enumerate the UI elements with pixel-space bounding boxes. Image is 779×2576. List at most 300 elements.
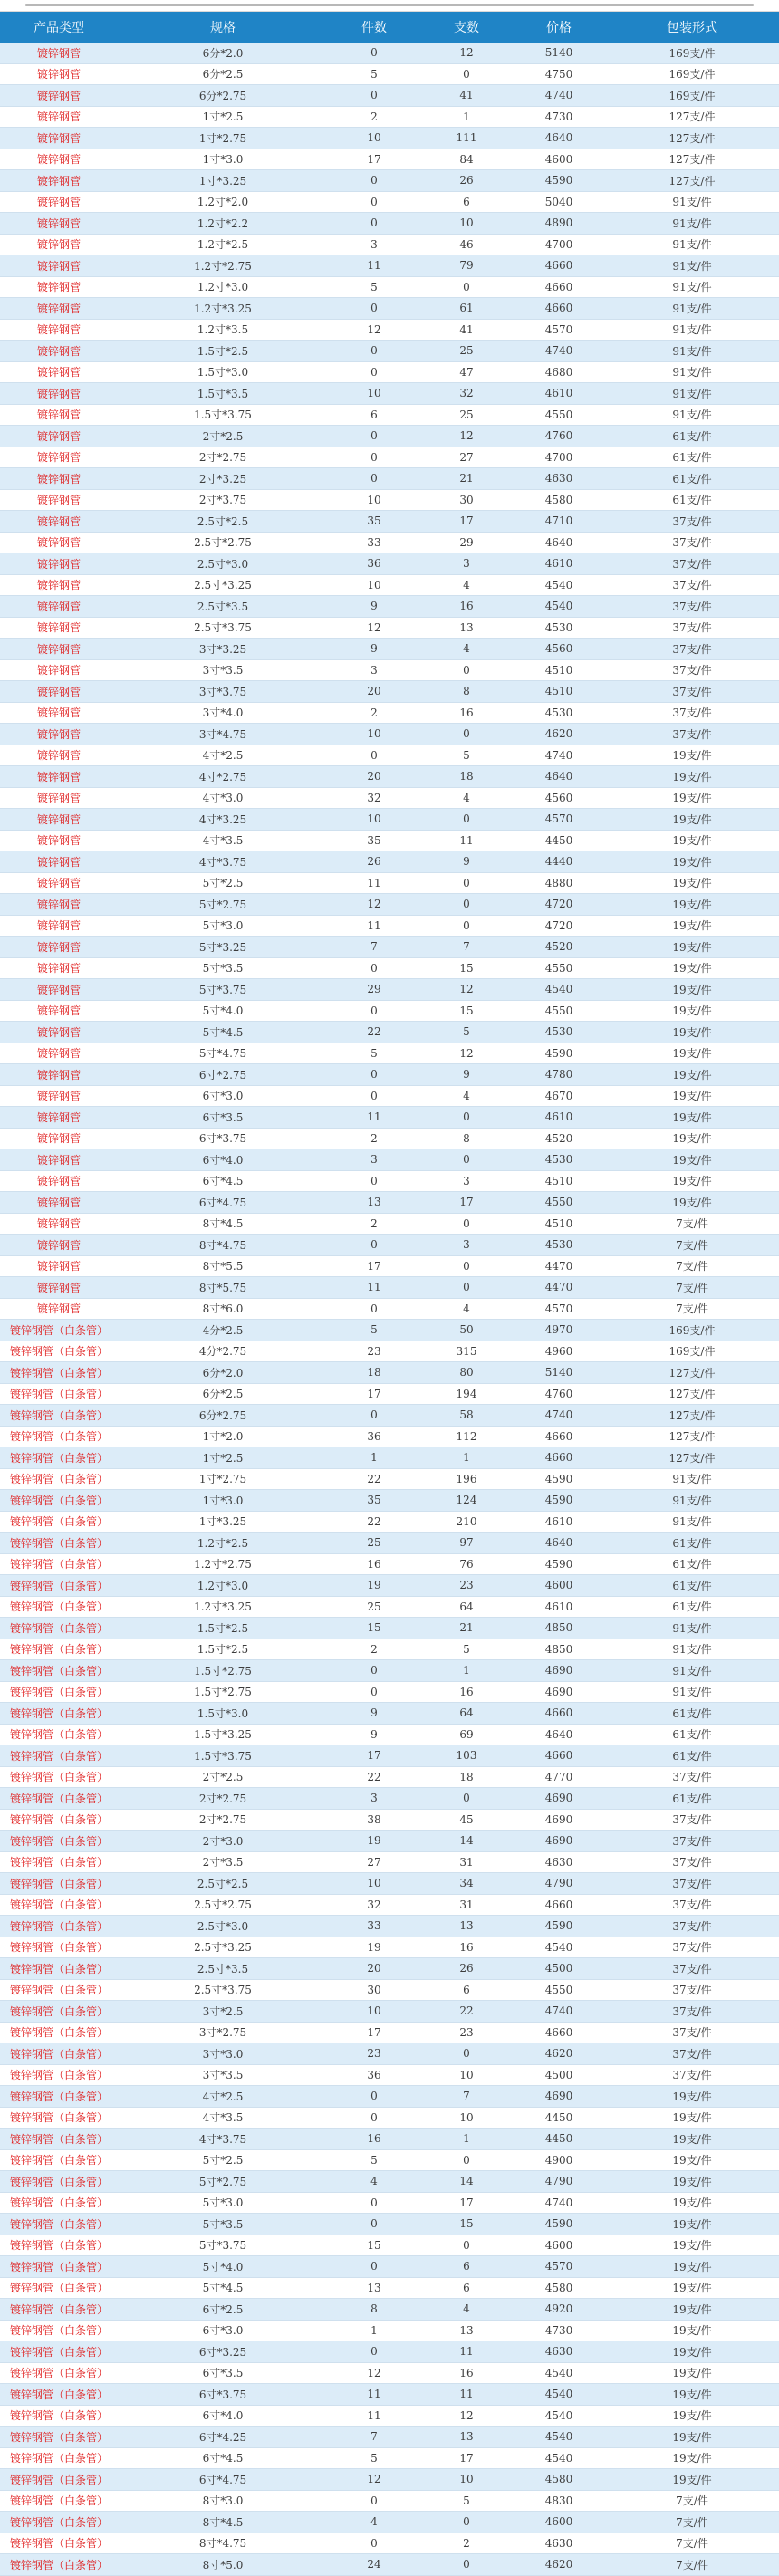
cell-count: 0	[463, 67, 470, 81]
cell-price: 4630	[544, 1855, 573, 1869]
cell-product-type: 镀锌钢管（白条管）	[9, 1451, 108, 1465]
cell-price: 4600	[544, 2515, 573, 2529]
cell-count: 11	[459, 833, 474, 847]
cell-packaging: 19支/件	[672, 855, 712, 869]
cell-product-type: 镀锌钢管	[36, 238, 81, 252]
cell-pieces: 22	[367, 1770, 381, 1783]
cell-price: 4640	[544, 535, 573, 549]
cell-packaging: 19支/件	[672, 2452, 712, 2465]
table-row	[0, 2363, 779, 2385]
cell-price: 4700	[544, 237, 573, 251]
cell-price: 4670	[544, 1089, 573, 1102]
cell-product-type: 镀锌钢管	[36, 153, 81, 167]
cell-pieces: 18	[367, 1366, 381, 1379]
cell-pieces: 0	[370, 344, 378, 358]
cell-product-type: 镀锌钢管	[36, 770, 81, 783]
cell-pieces: 0	[370, 1068, 378, 1081]
cell-spec: 3寸*3.5	[202, 2069, 244, 2082]
table-row	[0, 2043, 779, 2065]
table-row	[0, 1129, 779, 1150]
table-row	[0, 1597, 779, 1619]
table-row	[0, 362, 779, 384]
table-row	[0, 405, 779, 427]
cell-price: 4540	[544, 2366, 573, 2379]
cell-price: 4510	[544, 663, 573, 677]
cell-spec: 1.2寸*3.0	[197, 1579, 249, 1592]
cell-spec: 6寸*3.5	[202, 2367, 244, 2380]
cell-count: 47	[459, 365, 474, 379]
cell-count: 13	[459, 2430, 474, 2444]
cell-product-type: 镀锌钢管	[36, 898, 81, 911]
cell-pieces: 11	[367, 1110, 381, 1124]
cell-price: 4620	[544, 2558, 573, 2571]
table-row	[0, 1214, 779, 1235]
cell-count: 26	[459, 174, 474, 187]
cell-product-type: 镀锌钢管	[36, 1025, 81, 1039]
table-row	[0, 1745, 779, 1767]
table-row	[0, 2256, 779, 2278]
cell-product-type: 镀锌钢管（白条管）	[9, 1813, 108, 1827]
cell-count: 21	[459, 472, 474, 485]
table-row	[0, 2341, 779, 2363]
cell-product-type: 镀锌钢管（白条管）	[9, 1749, 108, 1763]
cell-spec: 4寸*3.75	[198, 2132, 247, 2146]
cell-spec: 5寸*3.75	[198, 2239, 247, 2253]
cell-packaging: 19支/件	[672, 1175, 712, 1188]
cell-price: 5040	[544, 195, 573, 208]
cell-product-type: 镀锌钢管	[36, 812, 81, 826]
cell-spec: 5寸*2.75	[198, 898, 247, 911]
cell-pieces: 17	[367, 152, 381, 166]
cell-pieces: 8	[370, 2302, 378, 2316]
cell-product-type: 镀锌钢管（白条管）	[9, 1728, 108, 1742]
cell-count: 1	[463, 1664, 470, 1677]
cell-packaging: 169支/件	[668, 68, 716, 82]
cell-packaging: 91支/件	[672, 259, 712, 273]
cell-pieces: 35	[367, 1494, 381, 1507]
cell-packaging: 37支/件	[672, 1941, 712, 1955]
cell-count: 17	[459, 2451, 474, 2465]
table-row	[0, 235, 779, 256]
cell-count: 17	[459, 1196, 474, 1209]
table-row	[0, 277, 779, 299]
cell-spec: 5寸*2.75	[198, 2175, 247, 2188]
cell-packaging: 61支/件	[672, 1706, 712, 1720]
cell-product-type: 镀锌钢管（白条管）	[9, 2175, 108, 2188]
cell-packaging: 91支/件	[672, 344, 712, 358]
cell-spec: 1寸*3.25	[198, 174, 247, 187]
cell-price: 4660	[544, 1429, 573, 1443]
cell-price: 4630	[544, 2536, 573, 2550]
cell-spec: 3寸*3.75	[198, 685, 247, 698]
cell-product-type: 镀锌钢管（白条管）	[9, 2132, 108, 2146]
cell-product-type: 镀锌钢管	[36, 1238, 81, 1252]
cell-packaging: 19支/件	[672, 2302, 712, 2316]
table-row	[0, 1384, 779, 1406]
cell-pieces: 0	[370, 2260, 378, 2273]
cell-product-type: 镀锌钢管（白条管）	[9, 1600, 108, 1614]
cell-pieces: 0	[370, 961, 378, 975]
cell-price: 4660	[544, 1898, 573, 1911]
cell-spec: 2.5寸*2.75	[194, 536, 252, 550]
cell-packaging: 37支/件	[672, 1856, 712, 1870]
table-row	[0, 596, 779, 618]
cell-packaging: 61支/件	[672, 1558, 712, 1572]
cell-product-type: 镀锌钢管	[36, 877, 81, 890]
cell-spec: 3寸*3.25	[198, 642, 247, 656]
table-row	[0, 149, 779, 171]
cell-pieces: 10	[367, 1877, 381, 1890]
cell-pieces: 29	[367, 983, 381, 996]
table-row	[0, 2193, 779, 2215]
cell-spec: 6寸*3.5	[202, 1110, 244, 1124]
cell-spec: 2寸*2.5	[202, 1771, 244, 1784]
cell-packaging: 91支/件	[672, 216, 712, 230]
cell-product-type: 镀锌钢管（白条管）	[9, 1771, 108, 1784]
cell-packaging: 91支/件	[672, 409, 712, 422]
cell-count: 315	[456, 1344, 477, 1358]
cell-product-type: 镀锌钢管（白条管）	[9, 1345, 108, 1359]
cell-spec: 6寸*3.0	[202, 1090, 244, 1103]
cell-pieces: 36	[367, 557, 381, 571]
cell-price: 4560	[544, 642, 573, 656]
table-row	[0, 1022, 779, 1043]
cell-packaging: 61支/件	[672, 472, 712, 485]
cell-price: 4620	[544, 727, 573, 741]
cell-spec: 1.2寸*3.25	[194, 302, 252, 315]
cell-spec: 1.2寸*3.5	[197, 323, 249, 337]
cell-product-type: 镀锌钢管（白条管）	[9, 2154, 108, 2167]
cell-spec: 2寸*3.75	[198, 494, 247, 507]
table-row	[0, 1660, 779, 1682]
cell-product-type: 镀锌钢管（白条管）	[9, 2090, 108, 2103]
cell-price: 4740	[544, 1408, 573, 1422]
table-row	[0, 1064, 779, 1086]
table-row	[0, 1916, 779, 1937]
cell-product-type: 镀锌钢管（白条管）	[9, 1430, 108, 1444]
cell-count: 3	[463, 1238, 470, 1252]
cell-pieces: 10	[367, 2004, 381, 2018]
cell-price: 4720	[544, 918, 573, 932]
cell-spec: 1.2寸*2.0	[197, 196, 249, 209]
cell-price: 4660	[544, 1749, 573, 1763]
cell-price: 4690	[544, 1792, 573, 1805]
cell-packaging: 61支/件	[672, 1536, 712, 1550]
cell-packaging: 19支/件	[672, 1110, 712, 1124]
cell-pieces: 12	[367, 620, 381, 634]
cell-spec: 5寸*3.75	[198, 983, 247, 996]
cell-count: 111	[456, 131, 477, 145]
cell-price: 4740	[544, 2004, 573, 2018]
cell-price: 4470	[544, 1259, 573, 1273]
cell-price: 4450	[544, 2110, 573, 2124]
cell-count: 18	[459, 1770, 474, 1783]
cell-count: 79	[459, 259, 474, 273]
cell-spec: 2寸*3.5	[202, 1856, 244, 1870]
cell-product-type: 镀锌钢管（白条管）	[9, 2302, 108, 2316]
cell-pieces: 16	[367, 2132, 381, 2146]
table-row	[0, 1512, 779, 1533]
cell-count: 30	[459, 493, 474, 506]
cell-product-type: 镀锌钢管（白条管）	[9, 1366, 108, 1379]
cell-count: 21	[459, 1621, 474, 1635]
cell-price: 4720	[544, 898, 573, 911]
cell-price: 4660	[544, 302, 573, 315]
cell-product-type: 镀锌钢管（白条管）	[9, 1536, 108, 1550]
cell-price: 4550	[544, 1983, 573, 1996]
cell-spec: 1.5寸*3.0	[197, 366, 249, 380]
cell-spec: 2寸*2.75	[198, 451, 247, 465]
cell-count: 17	[459, 2196, 474, 2209]
cell-price: 4960	[544, 1344, 573, 1358]
cell-spec: 3寸*3.0	[202, 2047, 244, 2061]
cell-product-type: 镀锌钢管	[36, 1004, 81, 1018]
cell-pieces: 0	[370, 195, 378, 208]
table-row	[0, 1107, 779, 1129]
cell-pieces: 0	[370, 748, 378, 762]
cell-spec: 5寸*4.75	[198, 1047, 247, 1061]
table-row	[0, 2512, 779, 2533]
cell-pieces: 17	[367, 2025, 381, 2039]
table-row	[0, 2299, 779, 2321]
cell-price: 4630	[544, 2345, 573, 2359]
cell-price: 4690	[544, 1812, 573, 1826]
cell-product-type: 镀锌钢管	[36, 1110, 81, 1124]
cell-packaging: 19支/件	[672, 770, 712, 783]
cell-count: 7	[463, 2090, 470, 2103]
cell-spec: 6寸*2.5	[202, 2302, 244, 2316]
table-row	[0, 170, 779, 192]
cell-pieces: 15	[367, 2238, 381, 2252]
cell-pieces: 12	[367, 2366, 381, 2379]
cell-product-type: 镀锌钢管	[36, 429, 81, 443]
cell-count: 0	[463, 1792, 470, 1805]
cell-price: 4690	[544, 1685, 573, 1698]
cell-product-type: 镀锌钢管	[36, 409, 81, 422]
header-product-type: 产品类型	[34, 21, 84, 35]
cell-spec: 2寸*3.0	[202, 1834, 244, 1848]
cell-pieces: 5	[370, 280, 378, 293]
cell-price: 4850	[544, 1642, 573, 1656]
cell-count: 5	[463, 748, 470, 762]
table-row	[0, 894, 779, 916]
cell-pieces: 22	[367, 1025, 381, 1039]
cell-packaging: 37支/件	[672, 1898, 712, 1912]
table-row	[0, 2023, 779, 2044]
cell-packaging: 91支/件	[672, 302, 712, 315]
cell-pieces: 0	[370, 2217, 378, 2231]
cell-spec: 8寸*5.0	[202, 2558, 244, 2571]
table-row	[0, 1192, 779, 1214]
cell-product-type: 镀锌钢管（白条管）	[9, 1494, 108, 1507]
cell-pieces: 4	[370, 2515, 378, 2529]
cell-count: 8	[463, 685, 470, 698]
table-row	[0, 618, 779, 639]
table-body	[0, 43, 779, 2576]
cell-spec: 1.5寸*2.75	[194, 1664, 252, 1677]
table-row	[0, 553, 779, 575]
cell-pieces: 3	[370, 1153, 378, 1167]
table-row	[0, 1788, 779, 1810]
cell-packaging: 127支/件	[668, 1451, 716, 1465]
cell-count: 22	[459, 2004, 474, 2018]
table-row	[0, 1256, 779, 1278]
table-header	[0, 12, 779, 43]
cell-product-type: 镀锌钢管	[36, 685, 81, 698]
cell-product-type: 镀锌钢管	[36, 472, 81, 485]
cell-product-type: 镀锌钢管（白条管）	[9, 1621, 108, 1635]
table-row	[0, 660, 779, 682]
cell-product-type: 镀锌钢管（白条管）	[9, 2069, 108, 2082]
cell-packaging: 7支/件	[676, 1302, 708, 1316]
cell-price: 4740	[544, 2196, 573, 2209]
cell-packaging: 19支/件	[672, 1025, 712, 1039]
table-row	[0, 2406, 779, 2427]
cell-packaging: 37支/件	[672, 2069, 712, 2082]
cell-product-type: 镀锌钢管（白条管）	[9, 2558, 108, 2571]
cell-product-type: 镀锌钢管（白条管）	[9, 2494, 108, 2508]
cell-packaging: 19支/件	[672, 1047, 712, 1061]
cell-pieces: 0	[370, 2196, 378, 2209]
cell-pieces: 32	[367, 791, 381, 804]
table-row	[0, 213, 779, 235]
table-row	[0, 831, 779, 852]
table-row	[0, 447, 779, 469]
cell-price: 4900	[544, 2153, 573, 2167]
cell-price: 4630	[544, 472, 573, 485]
cell-price: 5140	[544, 1366, 573, 1379]
table-row	[0, 320, 779, 341]
cell-pieces: 9	[370, 642, 378, 656]
cell-packaging: 37支/件	[672, 2004, 712, 2018]
cell-count: 0	[463, 812, 470, 826]
cell-count: 112	[456, 1429, 477, 1443]
table-row	[0, 1618, 779, 1639]
cell-product-type: 镀锌钢管	[36, 68, 81, 82]
cell-count: 45	[459, 1812, 474, 1826]
cell-spec: 6寸*4.25	[198, 2430, 247, 2444]
cell-product-type: 镀锌钢管	[36, 1068, 81, 1081]
cell-spec: 1.2寸*2.5	[197, 238, 249, 252]
cell-price: 4570	[544, 812, 573, 826]
cell-count: 15	[459, 961, 474, 975]
cell-packaging: 61支/件	[672, 1792, 712, 1805]
cell-pieces: 25	[367, 1536, 381, 1550]
cell-product-type: 镀锌钢管（白条管）	[9, 1856, 108, 1870]
cell-packaging: 169支/件	[668, 89, 716, 102]
table-row	[0, 1341, 779, 1363]
cell-packaging: 37支/件	[672, 727, 712, 741]
cell-packaging: 19支/件	[672, 2345, 712, 2359]
table-row	[0, 979, 779, 1001]
cell-price: 5140	[544, 46, 573, 60]
cell-count: 11	[459, 2345, 474, 2359]
cell-count: 4	[463, 1302, 470, 1315]
table-row	[0, 43, 779, 64]
cell-price: 4750	[544, 67, 573, 81]
table-row	[0, 533, 779, 554]
cell-price: 4590	[544, 1557, 573, 1571]
table-row	[0, 2427, 779, 2448]
cell-spec: 1.2寸*3.0	[197, 281, 249, 294]
cell-product-type: 镀锌钢管	[36, 323, 81, 337]
cell-packaging: 19支/件	[672, 898, 712, 911]
cell-packaging: 127支/件	[668, 1408, 716, 1422]
cell-count: 4	[463, 791, 470, 804]
cell-count: 16	[459, 600, 474, 613]
cell-spec: 2寸*2.5	[202, 429, 244, 443]
cell-spec: 2.5寸*2.5	[197, 1877, 249, 1890]
cell-pieces: 3	[370, 1792, 378, 1805]
cell-count: 103	[456, 1749, 477, 1763]
table-row	[0, 2086, 779, 2108]
cell-price: 4570	[544, 1302, 573, 1315]
cell-product-type: 镀锌钢管	[36, 1260, 81, 1274]
cell-packaging: 19支/件	[672, 2260, 712, 2273]
cell-count: 15	[459, 2217, 474, 2231]
table-row	[0, 2554, 779, 2576]
table-row	[0, 958, 779, 980]
cell-spec: 1.2寸*2.2	[197, 216, 249, 230]
table-row	[0, 1895, 779, 1917]
cell-pieces: 0	[370, 216, 378, 230]
cell-packaging: 91支/件	[672, 1686, 712, 1699]
cell-pieces: 9	[370, 600, 378, 613]
cell-count: 4	[463, 2302, 470, 2316]
cell-pieces: 0	[370, 2536, 378, 2550]
cell-count: 16	[459, 1685, 474, 1698]
cell-count: 26	[459, 1962, 474, 1975]
cell-product-type: 镀锌钢管	[36, 600, 81, 613]
table-row	[0, 2129, 779, 2150]
table-row	[0, 1149, 779, 1171]
cell-packaging: 19支/件	[672, 2367, 712, 2380]
cell-pieces: 0	[370, 1685, 378, 1698]
cell-product-type: 镀锌钢管（白条管）	[9, 1706, 108, 1720]
cell-product-type: 镀锌钢管（白条管）	[9, 2260, 108, 2273]
cell-spec: 5寸*2.5	[202, 877, 244, 890]
cell-packaging: 19支/件	[672, 2239, 712, 2253]
top-strip	[0, 0, 779, 12]
cell-price: 4550	[544, 1196, 573, 1209]
cell-pieces: 25	[367, 1600, 381, 1613]
cell-product-type: 镀锌钢管	[36, 281, 81, 294]
cell-count: 27	[459, 450, 474, 464]
table-row	[0, 1427, 779, 1448]
table-row	[0, 2321, 779, 2342]
cell-price: 4530	[544, 706, 573, 719]
cell-pieces: 6	[370, 408, 378, 421]
cell-packaging: 7支/件	[676, 1281, 708, 1294]
cell-spec: 2.5寸*3.75	[194, 1984, 252, 1997]
cell-pieces: 11	[367, 2408, 381, 2422]
cell-count: 0	[463, 727, 470, 741]
table-row	[0, 1490, 779, 1512]
cell-product-type: 镀锌钢管	[36, 366, 81, 380]
cell-product-type: 镀锌钢管	[36, 216, 81, 230]
cell-price: 4660	[544, 1706, 573, 1720]
cell-product-type: 镀锌钢管	[36, 111, 81, 124]
cell-price: 4540	[544, 2408, 573, 2422]
cell-spec: 1寸*3.0	[202, 153, 244, 167]
table-row	[0, 2235, 779, 2257]
cell-pieces: 2	[370, 1642, 378, 1656]
table-row	[0, 681, 779, 703]
cell-packaging: 19支/件	[672, 2154, 712, 2167]
table-row	[0, 916, 779, 937]
cell-spec: 2寸*3.25	[198, 472, 247, 485]
cell-spec: 8寸*5.75	[198, 1281, 247, 1294]
